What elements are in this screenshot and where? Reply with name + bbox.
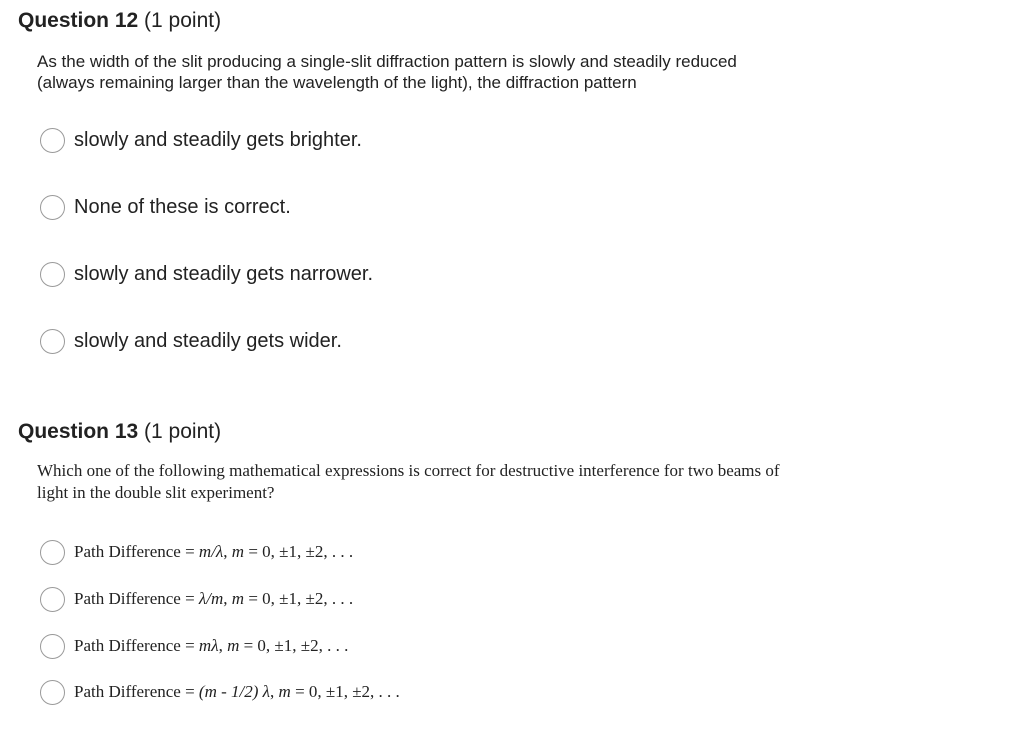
option-variable: m <box>278 682 291 701</box>
option-variable: m <box>231 542 245 561</box>
question-header <box>18 9 221 33</box>
option-variable: m <box>231 589 245 608</box>
answer-option-3[interactable] <box>40 632 348 660</box>
radio-button[interactable] <box>40 540 65 565</box>
radio-button[interactable] <box>40 587 65 612</box>
option-separator: , <box>218 636 228 655</box>
option-separator: , <box>270 682 279 701</box>
answer-option-3[interactable] <box>40 260 373 288</box>
radio-button[interactable] <box>40 128 65 153</box>
option-suffix: = 0, ±1, ±2, . . . <box>244 589 354 608</box>
answer-option-2[interactable] <box>40 585 353 613</box>
option-label: slowly and steadily gets wider. <box>74 329 342 352</box>
option-expression: mλ <box>198 636 219 655</box>
prompt-line: (always remaining larger than the wavelength of the light), the diffraction pattern <box>37 73 637 92</box>
option-separator: , <box>223 542 232 561</box>
option-label: None of these is correct. <box>74 195 291 218</box>
option-label <box>74 589 353 609</box>
question-header <box>18 420 221 444</box>
radio-button[interactable] <box>40 329 65 354</box>
option-expression: λ/m <box>198 589 224 608</box>
radio-button[interactable] <box>40 634 65 659</box>
option-prefix: Path Difference = <box>74 589 199 608</box>
option-label <box>74 636 348 656</box>
question-number: Question 13 <box>18 420 139 443</box>
answer-option-4[interactable] <box>40 327 342 355</box>
option-label <box>74 682 400 702</box>
prompt-line: light in the double slit experiment? <box>37 483 275 502</box>
answer-option-4[interactable] <box>40 678 400 706</box>
question-points: (1 point) <box>144 9 222 32</box>
answer-option-1[interactable] <box>40 538 353 566</box>
radio-button[interactable] <box>40 680 65 705</box>
prompt-line: Which one of the following mathematical expressions is correct for destructive interference for two beams of <box>37 461 780 480</box>
prompt-line: As the width of the slit producing a single-slit diffraction pattern is slowly and steadily reduced <box>37 52 737 71</box>
answer-option-1[interactable] <box>40 126 362 154</box>
option-label: slowly and steadily gets narrower. <box>74 262 374 285</box>
option-suffix: = 0, ±1, ±2, . . . <box>239 636 349 655</box>
option-expression: m/λ <box>198 542 224 561</box>
option-prefix: Path Difference = <box>74 542 199 561</box>
option-prefix: Path Difference = <box>74 636 199 655</box>
option-label: slowly and steadily gets brighter. <box>74 128 362 151</box>
option-variable: m <box>227 636 240 655</box>
radio-button[interactable] <box>40 262 65 287</box>
option-suffix: = 0, ±1, ±2, . . . <box>290 682 400 701</box>
question-prompt <box>37 51 917 93</box>
option-prefix: Path Difference = <box>74 682 199 701</box>
question-number: Question 12 <box>18 9 139 32</box>
radio-button[interactable] <box>40 195 65 220</box>
answer-option-2[interactable] <box>40 193 291 221</box>
option-expression: (m - 1/2) λ <box>198 682 271 701</box>
option-suffix: = 0, ±1, ±2, . . . <box>244 542 354 561</box>
question-prompt <box>37 460 917 504</box>
question-points: (1 point) <box>144 420 222 443</box>
option-label <box>74 542 353 562</box>
option-separator: , <box>223 589 232 608</box>
